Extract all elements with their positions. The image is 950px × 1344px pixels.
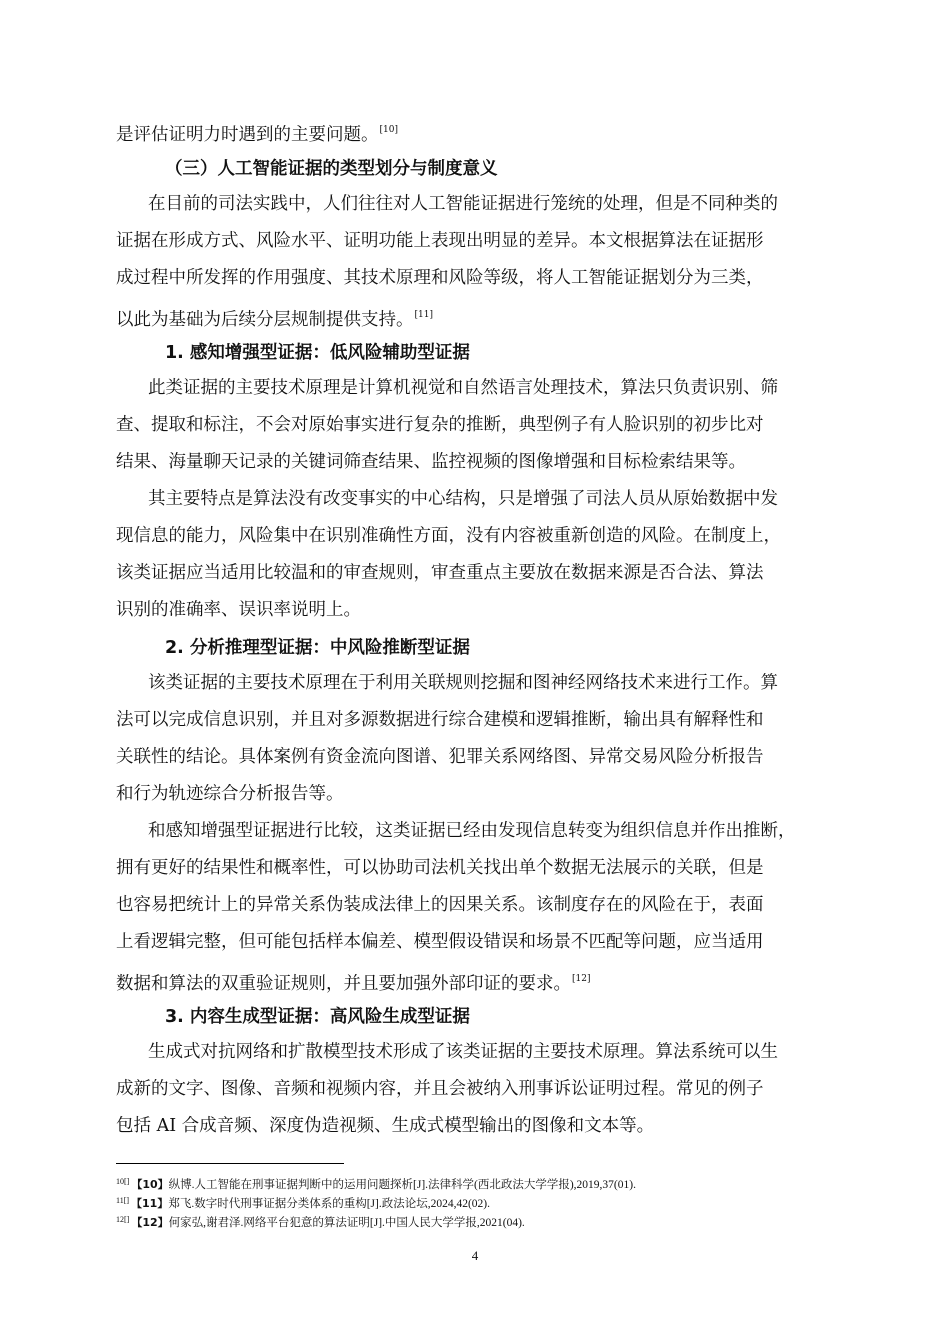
paragraph-line: 和感知增强型证据进行比较，这类证据已经由发现信息转变为组织信息并作出推断， [148,821,796,841]
paragraph-line: 生成式对抗网络和扩散模型技术形成了该类证据的主要技术原理。算法系统可以生 [148,1042,778,1062]
subsection-heading: 2. 分析推理型证据：中风险推断型证据 [165,638,470,658]
section-heading: （三）人工智能证据的类型划分与制度意义 [165,159,498,179]
paragraph-line: 其主要特点是算法没有改变事实的中心结构，只是增强了司法人员从原始数据中发 [148,489,778,509]
paragraph-line: 是评估证明力时遇到的主要问题。[10] [116,125,398,145]
subsection-heading: 3. 内容生成型证据：高风险生成型证据 [165,1007,470,1027]
footnote: $^{11[]}$ 【11】郑飞.数字时代刑事证据分类体系的重构[J].政法论坛,2024,42(02). [116,1196,491,1210]
paragraph-line: 识别的准确率、误识率说明上。 [116,600,361,620]
paragraph-line: 证据在形成方式、风险水平、证明功能上表现出明显的差异。本文根据算法在证据形 [116,231,764,251]
paragraph-line: 在目前的司法实践中，人们往往对人工智能证据进行笼统的处理，但是不同种类的 [148,194,778,214]
paragraph-line: 以此为基础为后续分层规制提供支持。[11] [116,310,433,330]
paragraph-line: 拥有更好的结果性和概率性，可以协助司法机关找出单个数据无法展示的关联，但是 [116,858,764,878]
paragraph-line: 成新的文字、图像、音频和视频内容，并且会被纳入刑事诉讼证明过程。常见的例子 [116,1079,764,1099]
paragraph-line: 关联性的结论。具体案例有资金流向图谱、犯罪关系网络图、异常交易风险分析报告 [116,747,764,767]
paragraph-line: 数据和算法的双重验证规则，并且要加强外部印证的要求。[12] [116,974,591,994]
paragraph-line: 此类证据的主要技术原理是计算机视觉和自然语言处理技术，算法只负责识别、筛 [148,378,778,398]
citation-ref[interactable]: [10] [379,125,398,135]
paragraph-line: 包括 AI 合成音频、深度伪造视频、生成式模型输出的图像和文本等。 [116,1116,655,1136]
page-number: 4 [471,1248,479,1263]
paragraph-line: 成过程中所发挥的作用强度、其技术原理和风险等级，将人工智能证据划分为三类， [116,268,764,288]
paragraph-line: 法可以完成信息识别，并且对多源数据进行综合建模和逻辑推断，输出具有解释性和 [116,710,764,730]
paragraph-line: 和行为轨迹综合分析报告等。 [116,784,344,804]
paragraph-line: 现信息的能力，风险集中在识别准确性方面，没有内容被重新创造的风险。在制度上， [116,526,781,546]
footnote: $^{12[]}$ 【12】何家弘,谢君泽.网络平台犯意的算法证明[J].中国人民大学学报,2021(04). [116,1215,525,1229]
paragraph-line: 该类证据应当适用比较温和的审查规则，审查重点主要放在数据来源是否合法、算法 [116,563,764,583]
paragraph-line: 该类证据的主要技术原理在于利用关联规则挖掘和图神经网络技术来进行工作。算 [148,673,778,693]
paragraph-line: 查、提取和标注，不会对原始事实进行复杂的推断，典型例子有人脸识别的初步比对 [116,415,764,435]
subsection-heading: 1. 感知增强型证据：低风险辅助型证据 [165,343,470,363]
paragraph-line: 结果、海量聊天记录的关键词筛查结果、监控视频的图像增强和目标检索结果等。 [116,452,746,472]
paragraph-line: 也容易把统计上的异常关系伪装成法律上的因果关系。该制度存在的风险在于，表面 [116,895,764,915]
footnote-separator [116,1163,344,1164]
paragraph-line: 上看逻辑完整，但可能包括样本偏差、模型假设错误和场景不匹配等问题，应当适用 [116,932,764,952]
footnote: $^{10[]}$ 【10】纵博.人工智能在刑事证据判断中的运用问题探析[J].法律科学(西北政法大学学报),2019,37(01). [116,1177,636,1191]
citation-ref[interactable]: [12] [572,974,591,984]
citation-ref[interactable]: [11] [414,310,433,320]
